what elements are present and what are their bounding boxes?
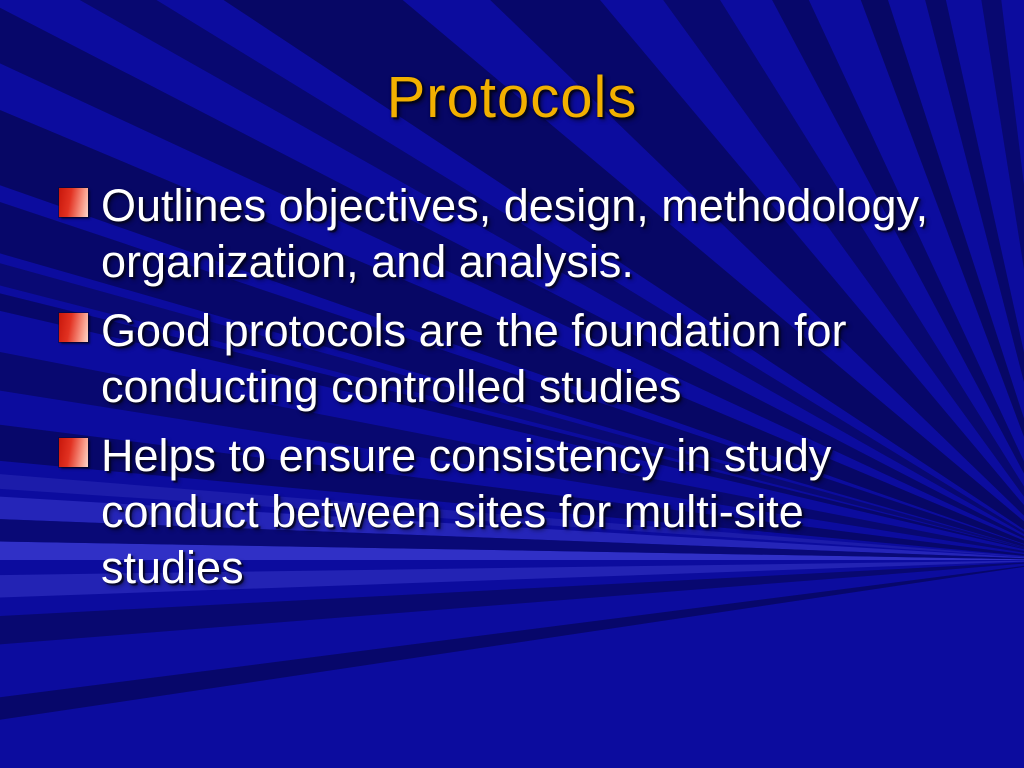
list-item — [59, 178, 946, 290]
list-item — [59, 303, 946, 415]
bullet-square-icon — [59, 313, 88, 342]
bullet-text: Outlines objectives, design, methodology, organization, and analysis. — [101, 180, 929, 287]
bullet-square-icon — [59, 188, 88, 217]
bullet-text: Helps to ensure consistency in study conduct between sites for multi-site studies — [101, 430, 832, 593]
page-title: Protocols — [386, 65, 638, 130]
bullet-text: Good protocols are the foundation for conducting controlled studies — [101, 305, 847, 412]
bullet-square-icon — [59, 438, 88, 467]
list-item — [59, 428, 946, 596]
bullet-list — [59, 178, 946, 609]
